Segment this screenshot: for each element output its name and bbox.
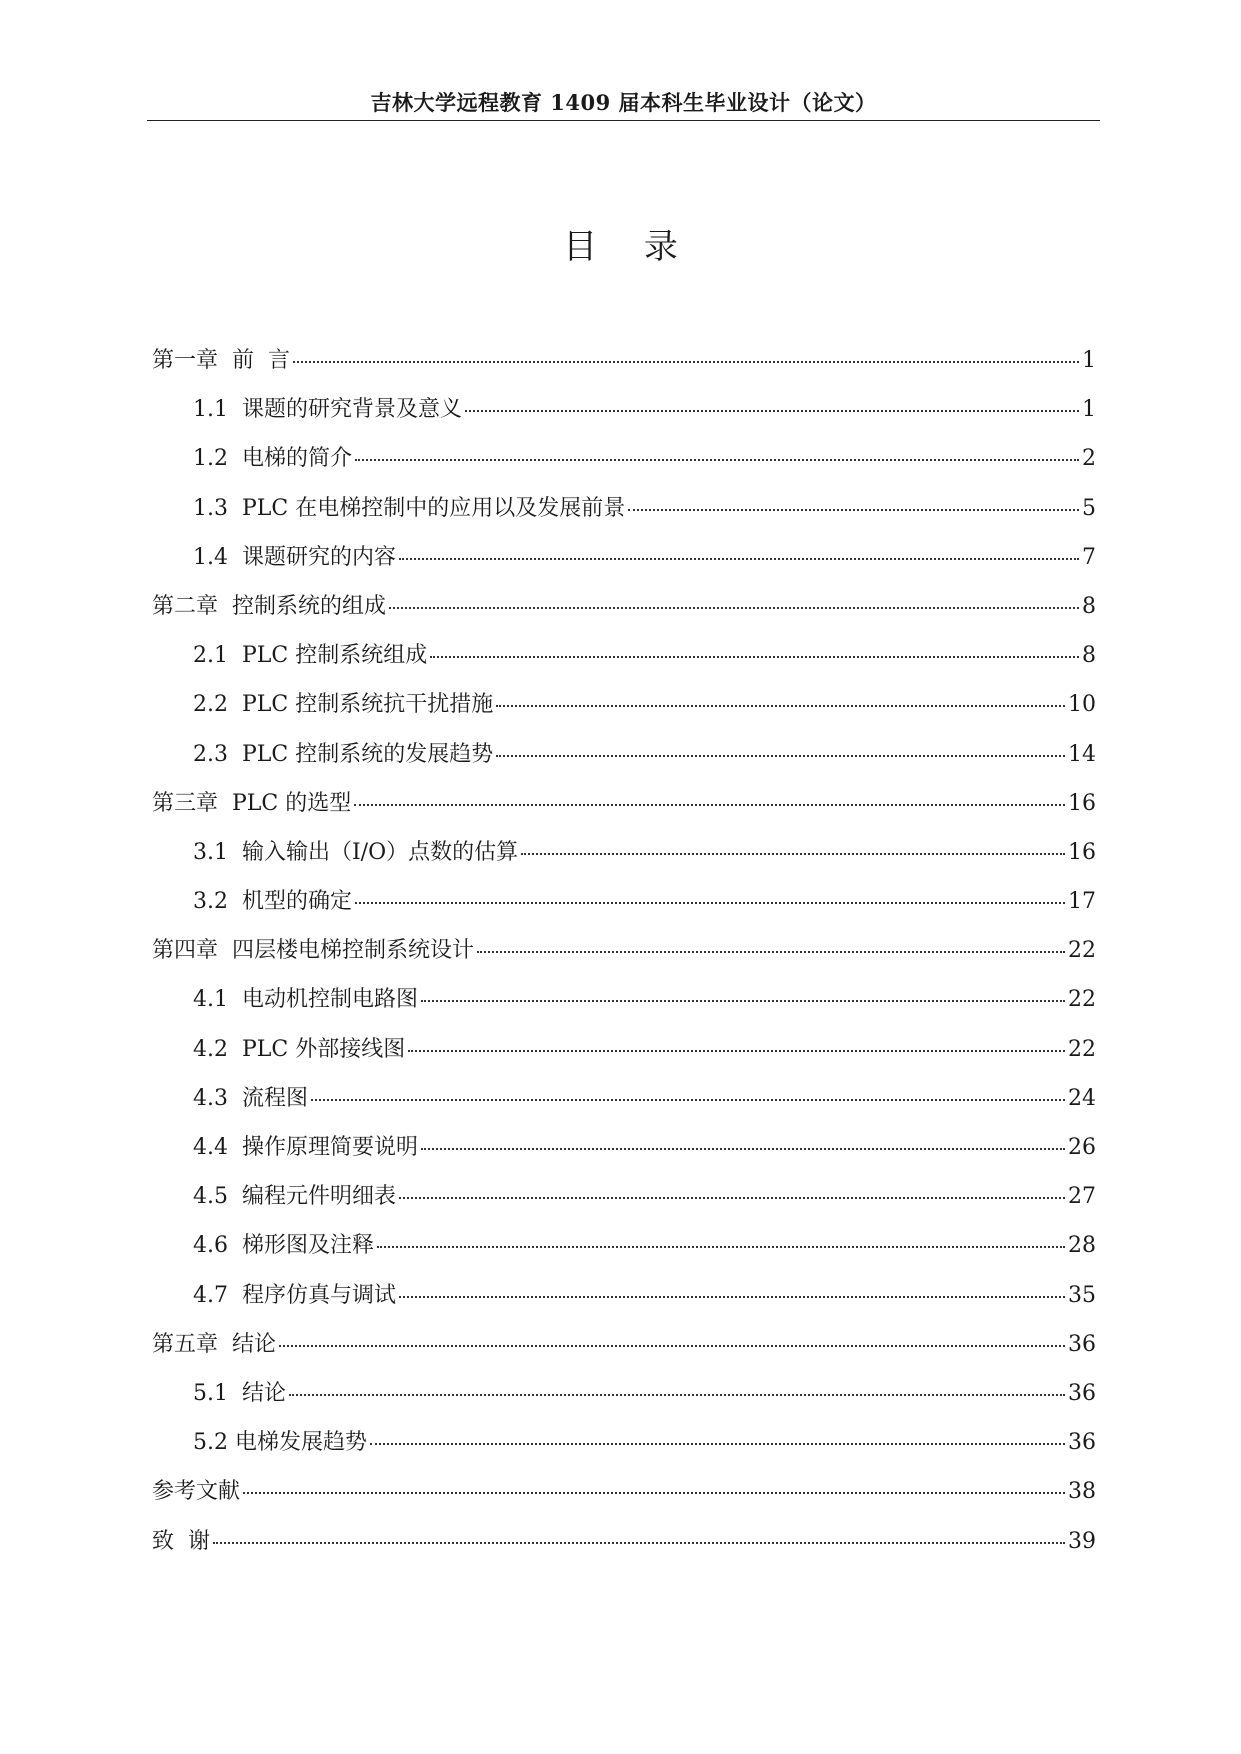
toc-section-entry[interactable] (152, 484, 1096, 533)
toc-dot-leader (421, 996, 1065, 1002)
toc-dot-leader (399, 1292, 1065, 1298)
toc-entry-title: 4.5 编程元件明细表 (193, 1184, 396, 1210)
toc-page-number: 7 (1082, 544, 1096, 570)
toc-dot-leader (279, 1341, 1065, 1347)
toc-page-number: 39 (1068, 1528, 1096, 1554)
toc-section-entry[interactable] (152, 385, 1096, 434)
toc-entry-title: 第三章 PLC 的选型 (152, 790, 352, 816)
toc-page-number: 16 (1068, 790, 1096, 816)
toc-section-entry[interactable] (152, 828, 1096, 877)
toc-entry-title: 3.2 机型的确定 (193, 889, 352, 915)
toc-page-number: 16 (1068, 839, 1096, 865)
toc-dot-leader (421, 1144, 1065, 1150)
toc-page-number: 5 (1082, 495, 1096, 521)
toc-dot-leader (370, 1439, 1065, 1445)
toc-page-number: 35 (1068, 1282, 1096, 1308)
toc-page-number: 26 (1068, 1135, 1096, 1160)
toc-section-entry[interactable] (152, 730, 1096, 779)
toc-entry-title: 第一章 前 言 (152, 348, 290, 373)
toc-page-number: 17 (1068, 889, 1096, 915)
toc-dot-leader (477, 947, 1065, 953)
toc-entry-title: 3.1 输入输出（I/O）点数的估算 (193, 839, 519, 865)
toc-page-number: 36 (1068, 1430, 1096, 1456)
toc-entry-title: 4.6 梯形图及注释 (193, 1233, 374, 1259)
toc-section-entry[interactable] (152, 680, 1096, 729)
toc-page-number: 28 (1068, 1233, 1096, 1259)
page-header: 吉林大学远程教育 1409 届本科生毕业设计（论文） (147, 86, 1100, 121)
toc-dot-leader (355, 898, 1065, 904)
toc-dot-leader (430, 652, 1079, 658)
toc-section-entry[interactable] (152, 1025, 1096, 1074)
toc-page-number: 36 (1068, 1331, 1096, 1357)
toc-dot-leader (496, 751, 1065, 757)
toc-dot-leader (465, 406, 1079, 412)
toc-section-entry[interactable] (152, 1221, 1096, 1270)
toc-entry-title: 1.2 电梯的简介 (193, 446, 352, 472)
toc-section-entry[interactable] (152, 1418, 1096, 1467)
toc-page-number: 1 (1082, 348, 1096, 373)
toc-page-number: 38 (1068, 1479, 1096, 1505)
toc-entry-title: 4.2 PLC 外部接线图 (193, 1036, 406, 1062)
toc-dot-leader (289, 1390, 1065, 1396)
toc-page-number: 14 (1068, 741, 1096, 767)
toc-page-number: 1 (1082, 397, 1096, 423)
toc-chapter-entry[interactable] (152, 1467, 1096, 1516)
toc-dot-leader (496, 701, 1065, 707)
toc-entry-title: 5.1 结论 (193, 1380, 286, 1406)
toc-entry-title: 4.3 流程图 (193, 1085, 308, 1111)
toc-dot-leader (243, 1488, 1065, 1494)
page-title: 目 录 (563, 227, 696, 267)
toc-page-number: 22 (1068, 938, 1096, 964)
toc-entry-title: 第二章 控制系统的组成 (152, 593, 386, 619)
toc-dot-leader (213, 1538, 1065, 1544)
toc-chapter-entry[interactable] (152, 1517, 1096, 1566)
toc-section-entry[interactable] (152, 877, 1096, 926)
toc-entry-title: 第四章 四层楼电梯控制系统设计 (152, 938, 474, 964)
toc-section-entry[interactable] (152, 1172, 1096, 1221)
toc-entry-title: 4.1 电动机控制电路图 (193, 987, 418, 1013)
toc-page-number: 8 (1082, 593, 1096, 619)
toc-dot-leader (399, 1193, 1065, 1199)
toc-chapter-entry[interactable] (152, 1320, 1096, 1369)
toc-entry-title: 2.2 PLC 控制系统抗干扰措施 (193, 692, 494, 718)
toc-entry-title: 2.3 PLC 控制系统的发展趋势 (193, 741, 494, 767)
toc-section-entry[interactable] (152, 1123, 1096, 1172)
toc-entry-title: 致 谢 (152, 1528, 210, 1554)
toc-dot-leader (408, 1046, 1065, 1052)
toc-section-entry[interactable] (152, 1369, 1096, 1418)
toc-page-number: 27 (1068, 1184, 1096, 1210)
toc-entry-title: 1.1 课题的研究背景及意义 (193, 397, 462, 423)
table-of-contents (152, 336, 1096, 1566)
toc-section-entry[interactable] (152, 533, 1096, 582)
toc-entry-title: 4.4 操作原理简要说明 (193, 1135, 418, 1160)
toc-section-entry[interactable] (152, 1271, 1096, 1320)
toc-page-number: 22 (1068, 987, 1096, 1013)
toc-entry-title: 4.7 程序仿真与调试 (193, 1282, 396, 1308)
toc-chapter-entry[interactable] (152, 926, 1096, 975)
toc-dot-leader (354, 800, 1065, 806)
toc-section-entry[interactable] (152, 631, 1096, 680)
toc-dot-leader (293, 357, 1079, 363)
toc-chapter-entry[interactable] (152, 336, 1096, 385)
toc-page-number: 8 (1082, 643, 1096, 669)
toc-entry-title: 1.4 课题研究的内容 (193, 544, 396, 570)
toc-page-number: 36 (1068, 1380, 1096, 1406)
toc-page-number: 24 (1068, 1085, 1096, 1111)
toc-entry-title: 1.3 PLC 在电梯控制中的应用以及发展前景 (193, 495, 626, 521)
toc-dot-leader (521, 849, 1065, 855)
toc-page-number: 22 (1068, 1036, 1096, 1062)
toc-section-entry[interactable] (152, 975, 1096, 1024)
toc-entry-title: 第五章 结论 (152, 1331, 276, 1357)
toc-dot-leader (628, 505, 1079, 511)
toc-dot-leader (311, 1095, 1065, 1101)
toc-dot-leader (389, 603, 1079, 609)
toc-section-entry[interactable] (152, 1074, 1096, 1123)
toc-chapter-entry[interactable] (152, 582, 1096, 631)
toc-dot-leader (399, 554, 1079, 560)
toc-chapter-entry[interactable] (152, 779, 1096, 828)
toc-entry-title: 5.2 电梯发展趋势 (193, 1430, 367, 1456)
toc-dot-leader (377, 1242, 1065, 1248)
toc-page-number: 2 (1082, 446, 1096, 472)
toc-page-number: 10 (1068, 692, 1096, 718)
toc-entry-title: 2.1 PLC 控制系统组成 (193, 643, 428, 669)
toc-section-entry[interactable] (152, 434, 1096, 483)
toc-dot-leader (355, 455, 1079, 461)
toc-entry-title: 参考文献 (152, 1479, 241, 1505)
